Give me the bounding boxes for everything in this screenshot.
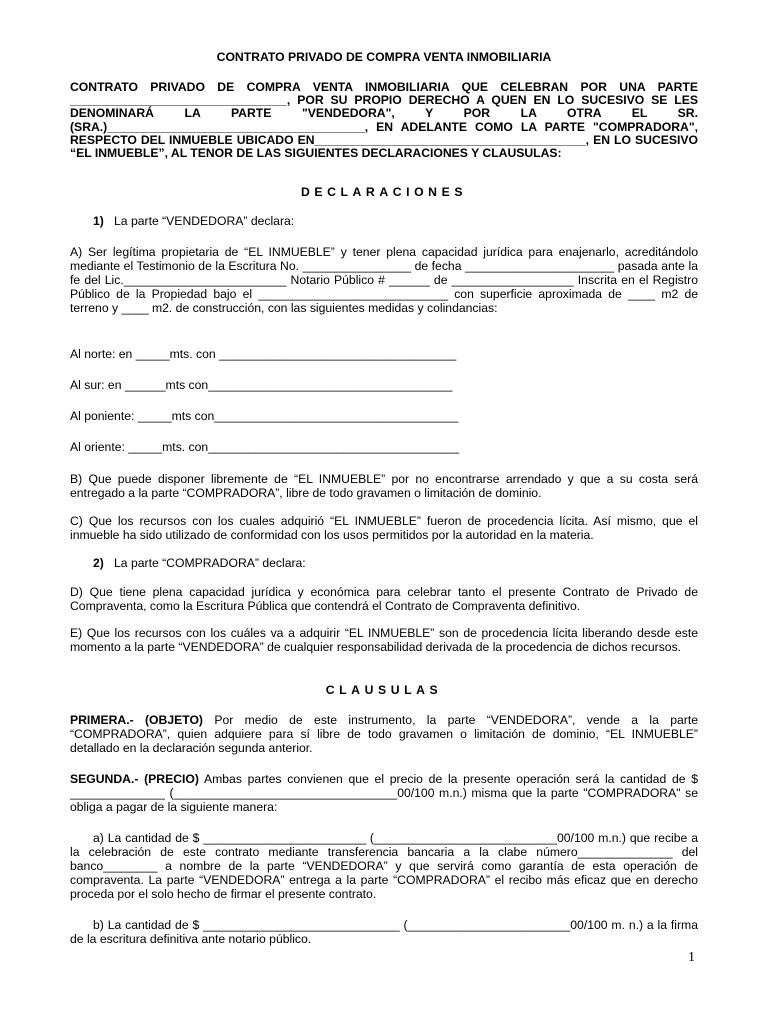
clause-segunda: [70, 773, 698, 815]
declaration-2-heading: [70, 557, 698, 571]
page-number: 1: [688, 950, 695, 965]
boundary-south: Al sur: en ______mts con____________________________________: [70, 378, 453, 392]
document-title: CONTRATO PRIVADO DE COMPRA VENTA INMOBILIARIA: [216, 50, 552, 64]
declaration-b: B) Que puede disponer libremente de “EL INMUEBLE” por no encontrarse arrendado y que a su costa será entregado a la parte “COMPRADORA”, libre de todo gravamen o limitación de dominio.: [70, 472, 698, 500]
clause-segunda-inciso-b: b) La cantidad de $ _____________________________ (________________________00/100 m. n.) a la firma de la escritura definitiva ante notario público.: [70, 918, 698, 946]
boundary-west: Al poniente: _____mts con____________________________________: [70, 409, 459, 423]
intro-paragraph: CONTRATO PRIVADO DE COMPRA VENTA INMOBILIARIA QUE CELEBRAN POR UNA PARTE ________________________________, POR SU PROPIO DERECHO A QUEN EN LO SUCESIVO SE LES DENOMINARÁ LA PARTE "VENDEDORA", Y POR LA OTRA EL SR. (SRA.)______________________________________, EN ADELANTE COMO LA PARTE "COMPRADORA", RESPECTO DEL INMUEBLE UBICADO EN________________________________________, EN LO SUCESIVO “EL INMUEBLE”, AL TENOR DE LAS SIGUIENTES DECLARACIONES Y CLAUSULAS:: [70, 80, 698, 161]
boundary-north: Al norte: en _____mts. con ___________________________________: [70, 347, 457, 361]
declaration-e: E) Que los recursos con los cuáles va a adquirir “EL INMUEBLE” son de procedencia lícita liberando desde este momento a la parte “VENDEDORA” de cualquier responsabilidad derivada de la procedencia de dichos recursos.: [70, 626, 698, 654]
declaration-2-number: 2): [93, 556, 104, 570]
declaration-1-label: La parte “VENDEDORA” declara:: [114, 214, 295, 228]
declaration-a: A) Ser legítima propietaria de “EL INMUEBLE” y tener plena capacidad jurídica para enajenarlo, acreditándolo mediante el Testimonio de la Escritura No. ________________ de fecha ______________________ pasada ante la fe del Lic.________________________ Notario Público # ______ de __________________ Inscrita en el Registro Público de la Propiedad bajo el ____________________________ con superficie aproximada de ____ m2 de terreno y ____ m2. de construcción, con las siguientes medidas y colindancias:: [70, 245, 698, 315]
declaration-2-label: La parte “COMPRADORA” declara:: [114, 556, 306, 570]
declaration-1-number: 1): [93, 214, 104, 228]
clause-segunda-inciso-a: a) La cantidad de $ ________________________ (___________________________00/100 m.n.) que recibe a la celebración de este contrato mediante transferencia bancaria a la clabe número______________ del banco________ a nombre de la parte “VENDEDORA” y que servirá como garantía de esta operación de compraventa. La parte “VENDEDORA” entrega a la parte “COMPRADORA” el recibo más eficaz que en derecho proceda por el solo hecho de firmar el presente contrato.: [70, 831, 698, 901]
declaration-d: D) Que tiene plena capacidad jurídica y económica para celebrar tanto el presente Contrato de Privado de Compraventa, como la Escritura Pública que contendrá el Contrato de Compraventa definitivo.: [70, 585, 698, 613]
clause-segunda-label: SEGUNDA.- (PRECIO): [70, 772, 199, 786]
declaraciones-heading: DECLARACIONES: [300, 185, 468, 199]
declaration-c: C) Que los recursos con los cuales adquirió “EL INMUEBLE” fueron de procedencia lícita. Así mismo, que el inmueble ha sido utilizado de conformidad con los usos permitidos por la autoridad en la materia.: [70, 514, 698, 542]
boundary-east: Al oriente: _____mts. con_____________________________________: [70, 440, 459, 454]
clause-primera: [70, 714, 698, 756]
clause-primera-label: PRIMERA.- (OBJETO): [70, 713, 203, 727]
clause-primera-text: Por medio de este instrumento, la parte “VENDEDORA”, vende a la parte “COMPRADORA”, quien adquiere para sí libre de todo gravamen o limitación de dominio, “EL INMUEBLE” detallado en la declaración segunda anterior.: [70, 713, 699, 755]
clause-segunda-text: Ambas partes convienen que el precio de la presente operación será la cantidad de $ ______________ (_________________________________00/100 m.n.) misma que la parte "COMPRADORA" se obliga a pagar de la siguiente manera:: [70, 772, 698, 814]
clausulas-heading: CLAUSULAS: [325, 683, 443, 697]
declaration-1-heading: [70, 215, 698, 229]
